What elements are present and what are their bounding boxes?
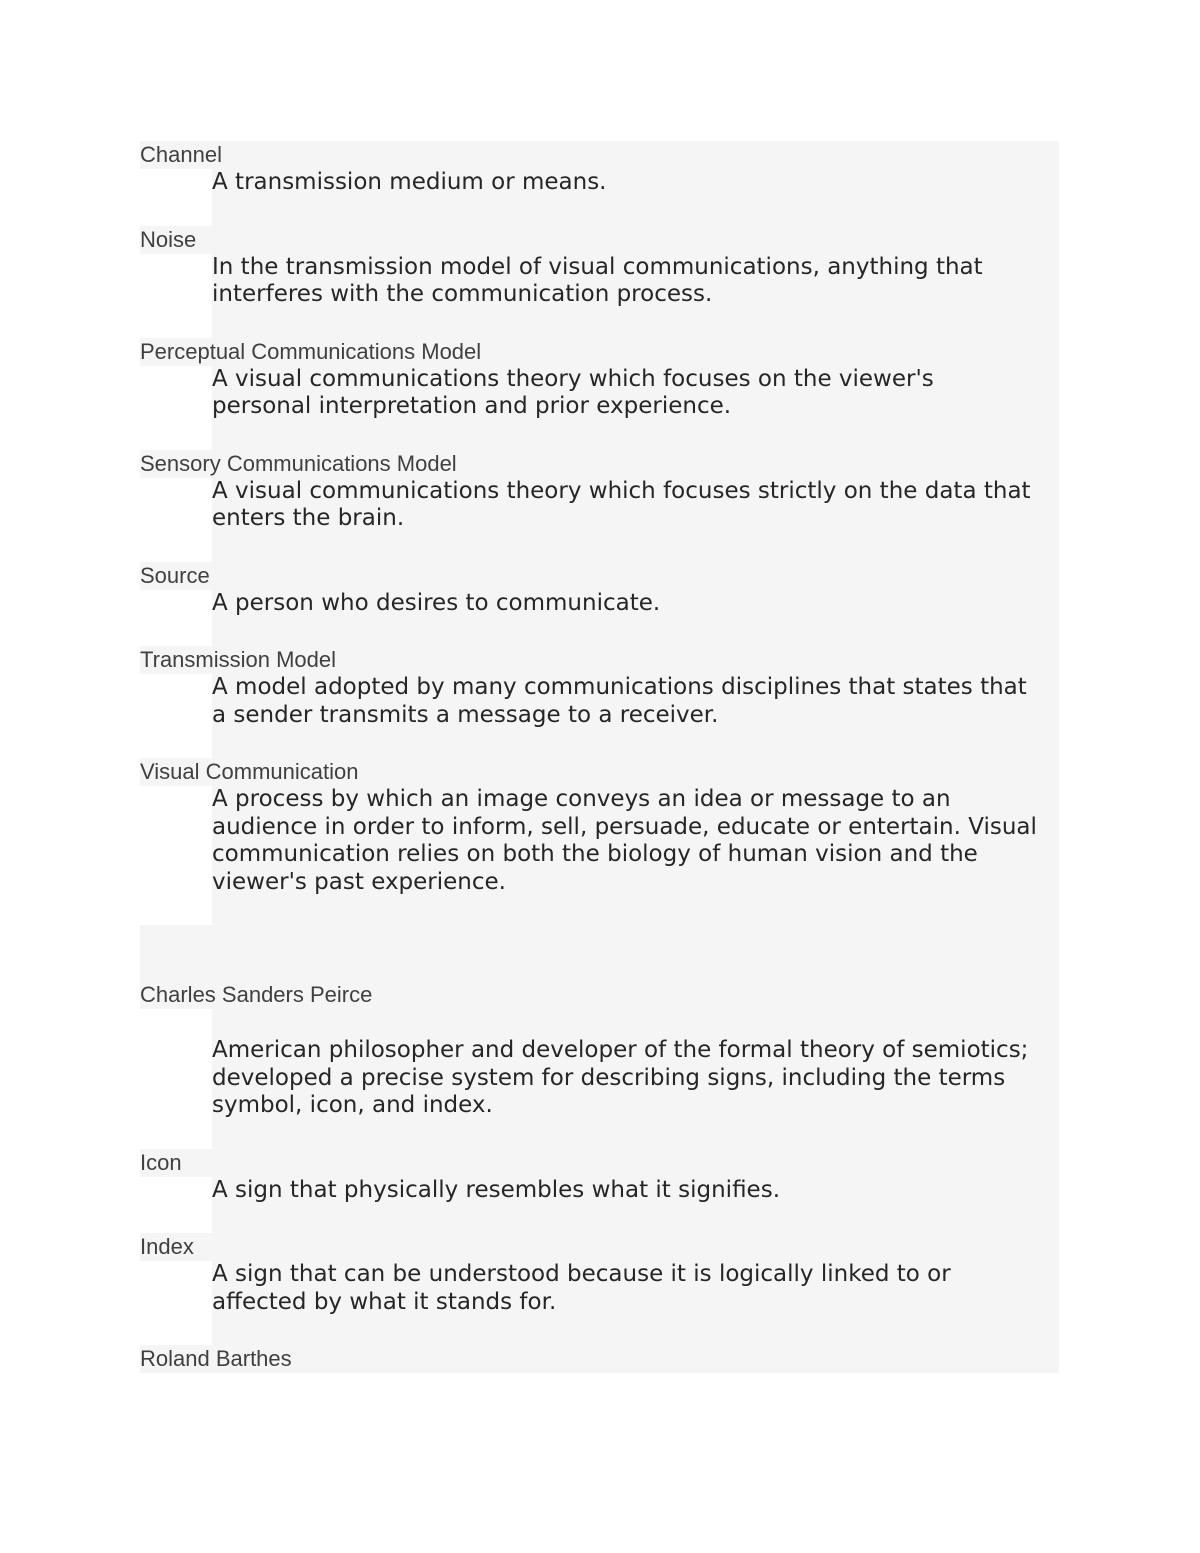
glossary-entry — [140, 758, 1059, 925]
glossary-entry — [140, 981, 1059, 1149]
glossary-definition: A visual communications theory which focuses strictly on the data that enters the brain. — [212, 477, 1031, 531]
glossary-term: Transmission Model — [140, 646, 1059, 674]
glossary-list — [140, 141, 1059, 1373]
glossary-definition: A model adopted by many communications disciplines that states that a sender transmits a message to a receiver. — [212, 674, 1027, 728]
glossary-term: Sensory Communications Model — [140, 450, 1059, 478]
glossary-term: Noise — [140, 226, 1059, 254]
glossary-definition: A person who desires to communicate. — [212, 589, 661, 616]
glossary-term: Visual Communication — [140, 758, 1059, 786]
glossary-term: Icon — [140, 1149, 1059, 1177]
glossary-definition: American philosopher and developer of the formal theory of semiotics; developed a precise system for describing signs, including the terms symbol, icon, and index. — [212, 1037, 1029, 1118]
glossary-definition: A process by which an image conveys an idea or message to an audience in order to inform, sell, persuade, educate or entertain. Visual communication relies on both the biology of human vision and the viewer's past experience. — [212, 786, 1037, 895]
glossary-entry — [140, 226, 1059, 338]
glossary-term: Roland Barthes — [140, 1345, 1059, 1373]
glossary-entry — [140, 450, 1059, 562]
glossary-definition: A sign that can be understood because it is logically linked to or affected by what it stands for. — [212, 1261, 951, 1315]
glossary-definition: A sign that physically resembles what it signifies. — [212, 1176, 781, 1203]
glossary-entry — [140, 141, 1059, 226]
glossary-entry — [140, 1233, 1059, 1345]
glossary-entry — [140, 1345, 1059, 1373]
glossary-term: Channel — [140, 141, 1059, 169]
section-spacer — [140, 925, 1059, 981]
glossary-definition: A visual communications theory which focuses on the viewer's personal interpretation and prior experience. — [212, 365, 934, 419]
glossary-entry — [140, 338, 1059, 450]
glossary-term: Perceptual Communications Model — [140, 338, 1059, 366]
glossary-entry — [140, 562, 1059, 647]
glossary-term: Charles Sanders Peirce — [140, 981, 1059, 1009]
glossary-term: Index — [140, 1233, 1059, 1261]
glossary-definition: In the transmission model of visual communications, anything that interferes with the communication process. — [212, 253, 983, 307]
glossary-term: Source — [140, 562, 1059, 590]
glossary-entry — [140, 1149, 1059, 1234]
glossary-definition: A transmission medium or means. — [212, 169, 607, 195]
glossary-entry — [140, 646, 1059, 758]
